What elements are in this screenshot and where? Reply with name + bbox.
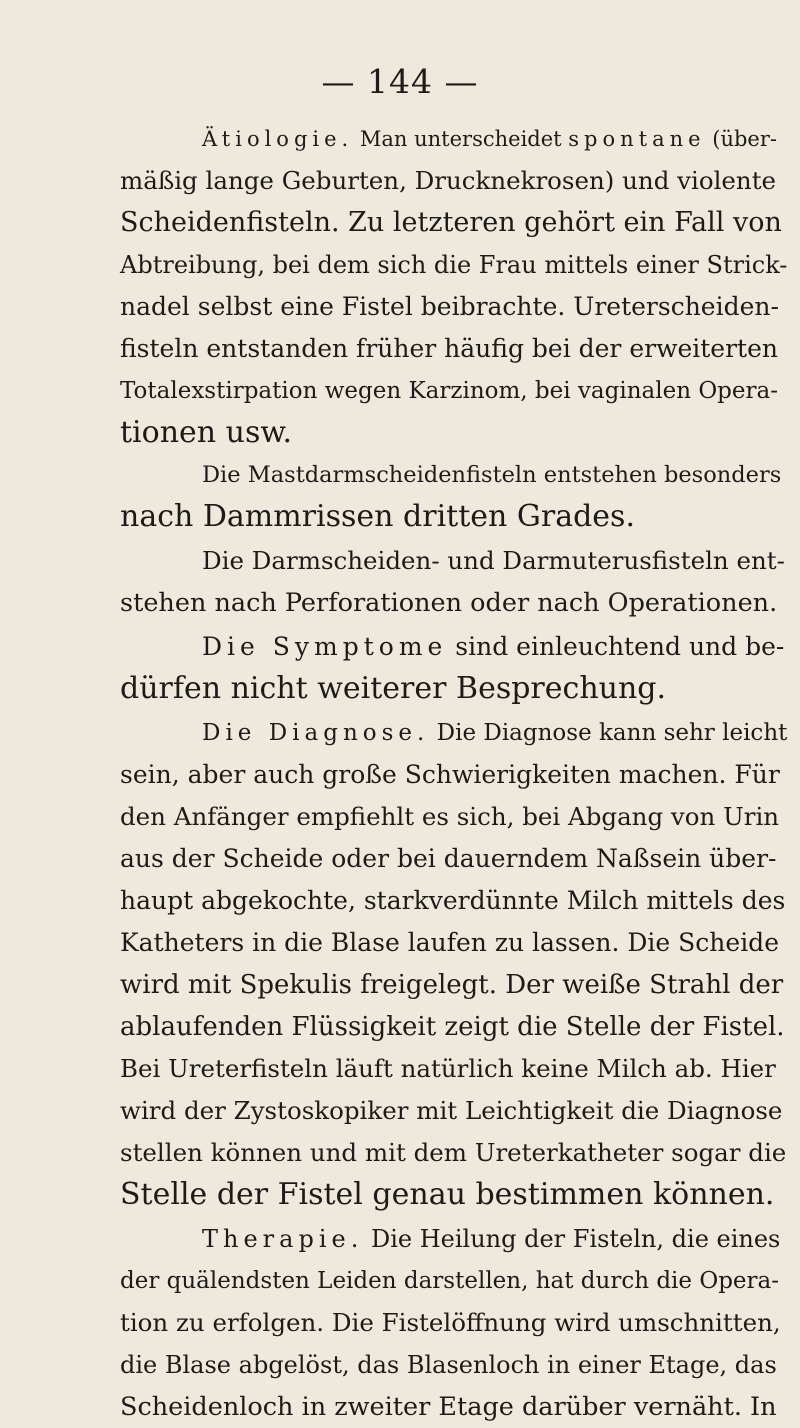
page-number: — 144 —: [321, 62, 479, 101]
text-line: den Anfänger empfiehlt es sich, bei Abgang von Urin: [120, 802, 780, 831]
text-line: Scheidenloch in zweiter Etage darüber vernäht. In: [120, 1392, 777, 1422]
line-text: Die Diagnose kann sehr leicht: [429, 720, 788, 746]
text-line: Scheidenfisteln. Zu letzteren gehört ein Fall von: [120, 207, 782, 238]
text-line: nadel selbst eine Fistel beibrachte. Ureterscheiden-: [120, 292, 779, 321]
text-line: Totalexstirpation wegen Karzinom, bei vaginalen Opera-: [120, 378, 778, 404]
section-heading-symptome: Die Symptome: [202, 632, 448, 661]
text-line: nach Dammrissen dritten Grades.: [120, 499, 635, 534]
section-heading-diagnose: Die Diagnose.: [202, 720, 430, 746]
spaced-term-spontane: spontane: [568, 127, 706, 151]
text-line: stellen können und mit dem Ureterkatheter sogar die: [120, 1138, 787, 1167]
paragraph-first-line: [202, 626, 784, 668]
paragraph-first-line: [202, 118, 777, 160]
paragraph-first-line: [202, 712, 787, 754]
text-line: stehen nach Perforationen oder nach Operationen.: [120, 588, 778, 618]
text-line: Katheters in die Blase laufen zu lassen. Die Scheide: [120, 928, 779, 957]
text-line: fisteln entstanden früher häufig bei der erweiterten: [120, 334, 778, 363]
paragraph-first-line: Die Darmscheiden- und Darmuterusfisteln ent-: [202, 546, 785, 575]
text-line: tionen usw.: [120, 415, 293, 450]
line-text: Man unterscheidet: [353, 127, 569, 151]
text-line: sein, aber auch große Schwierigkeiten machen. Für: [120, 760, 780, 789]
text-line: Bei Ureterfisteln läuft natürlich keine Milch ab. Hier: [120, 1054, 776, 1083]
line-text: sind einleuchtend und be-: [447, 632, 785, 661]
section-heading-aetiologie: Ätiologie.: [202, 127, 354, 151]
text-line: mäßig lange Geburten, Drucknekrosen) und violente: [120, 166, 777, 195]
section-heading-therapie: Therapie.: [202, 1225, 364, 1253]
paragraph-first-line: [202, 1218, 780, 1260]
text-line: der quälendsten Leiden darstellen, hat durch die Opera-: [120, 1268, 780, 1294]
text-line: dürfen nicht weiterer Besprechung.: [120, 671, 667, 706]
text-line: die Blase abgelöst, das Blasenloch in einer Etage, das: [120, 1351, 777, 1379]
text-line: Stelle der Fistel genau bestimmen können.: [120, 1177, 775, 1212]
text-line: wird der Zystoskopiker mit Leichtigkeit die Diagnose: [120, 1096, 783, 1125]
paragraph-first-line: Die Mastdarmscheidenfisteln entstehen besonders: [202, 462, 782, 488]
text-line: wird mit Spekulis freigelegt. Der weiße Strahl der: [120, 970, 784, 1000]
text-line: haupt abgekochte, starkverdünnte Milch mittels des: [120, 886, 786, 915]
text-line: tion zu erfolgen. Die Fistelöffnung wird umschnitten,: [120, 1308, 781, 1337]
text-line: ablaufenden Flüssigkeit zeigt die Stelle der Fistel.: [120, 1012, 785, 1042]
text-line: Abtreibung, bei dem sich die Frau mittels einer Strick-: [120, 251, 788, 279]
line-text: (über-: [705, 127, 777, 151]
line-text: Die Heilung der Fisteln, die eines: [363, 1225, 781, 1253]
text-line: aus der Scheide oder bei dauerndem Naßsein über-: [120, 844, 777, 873]
